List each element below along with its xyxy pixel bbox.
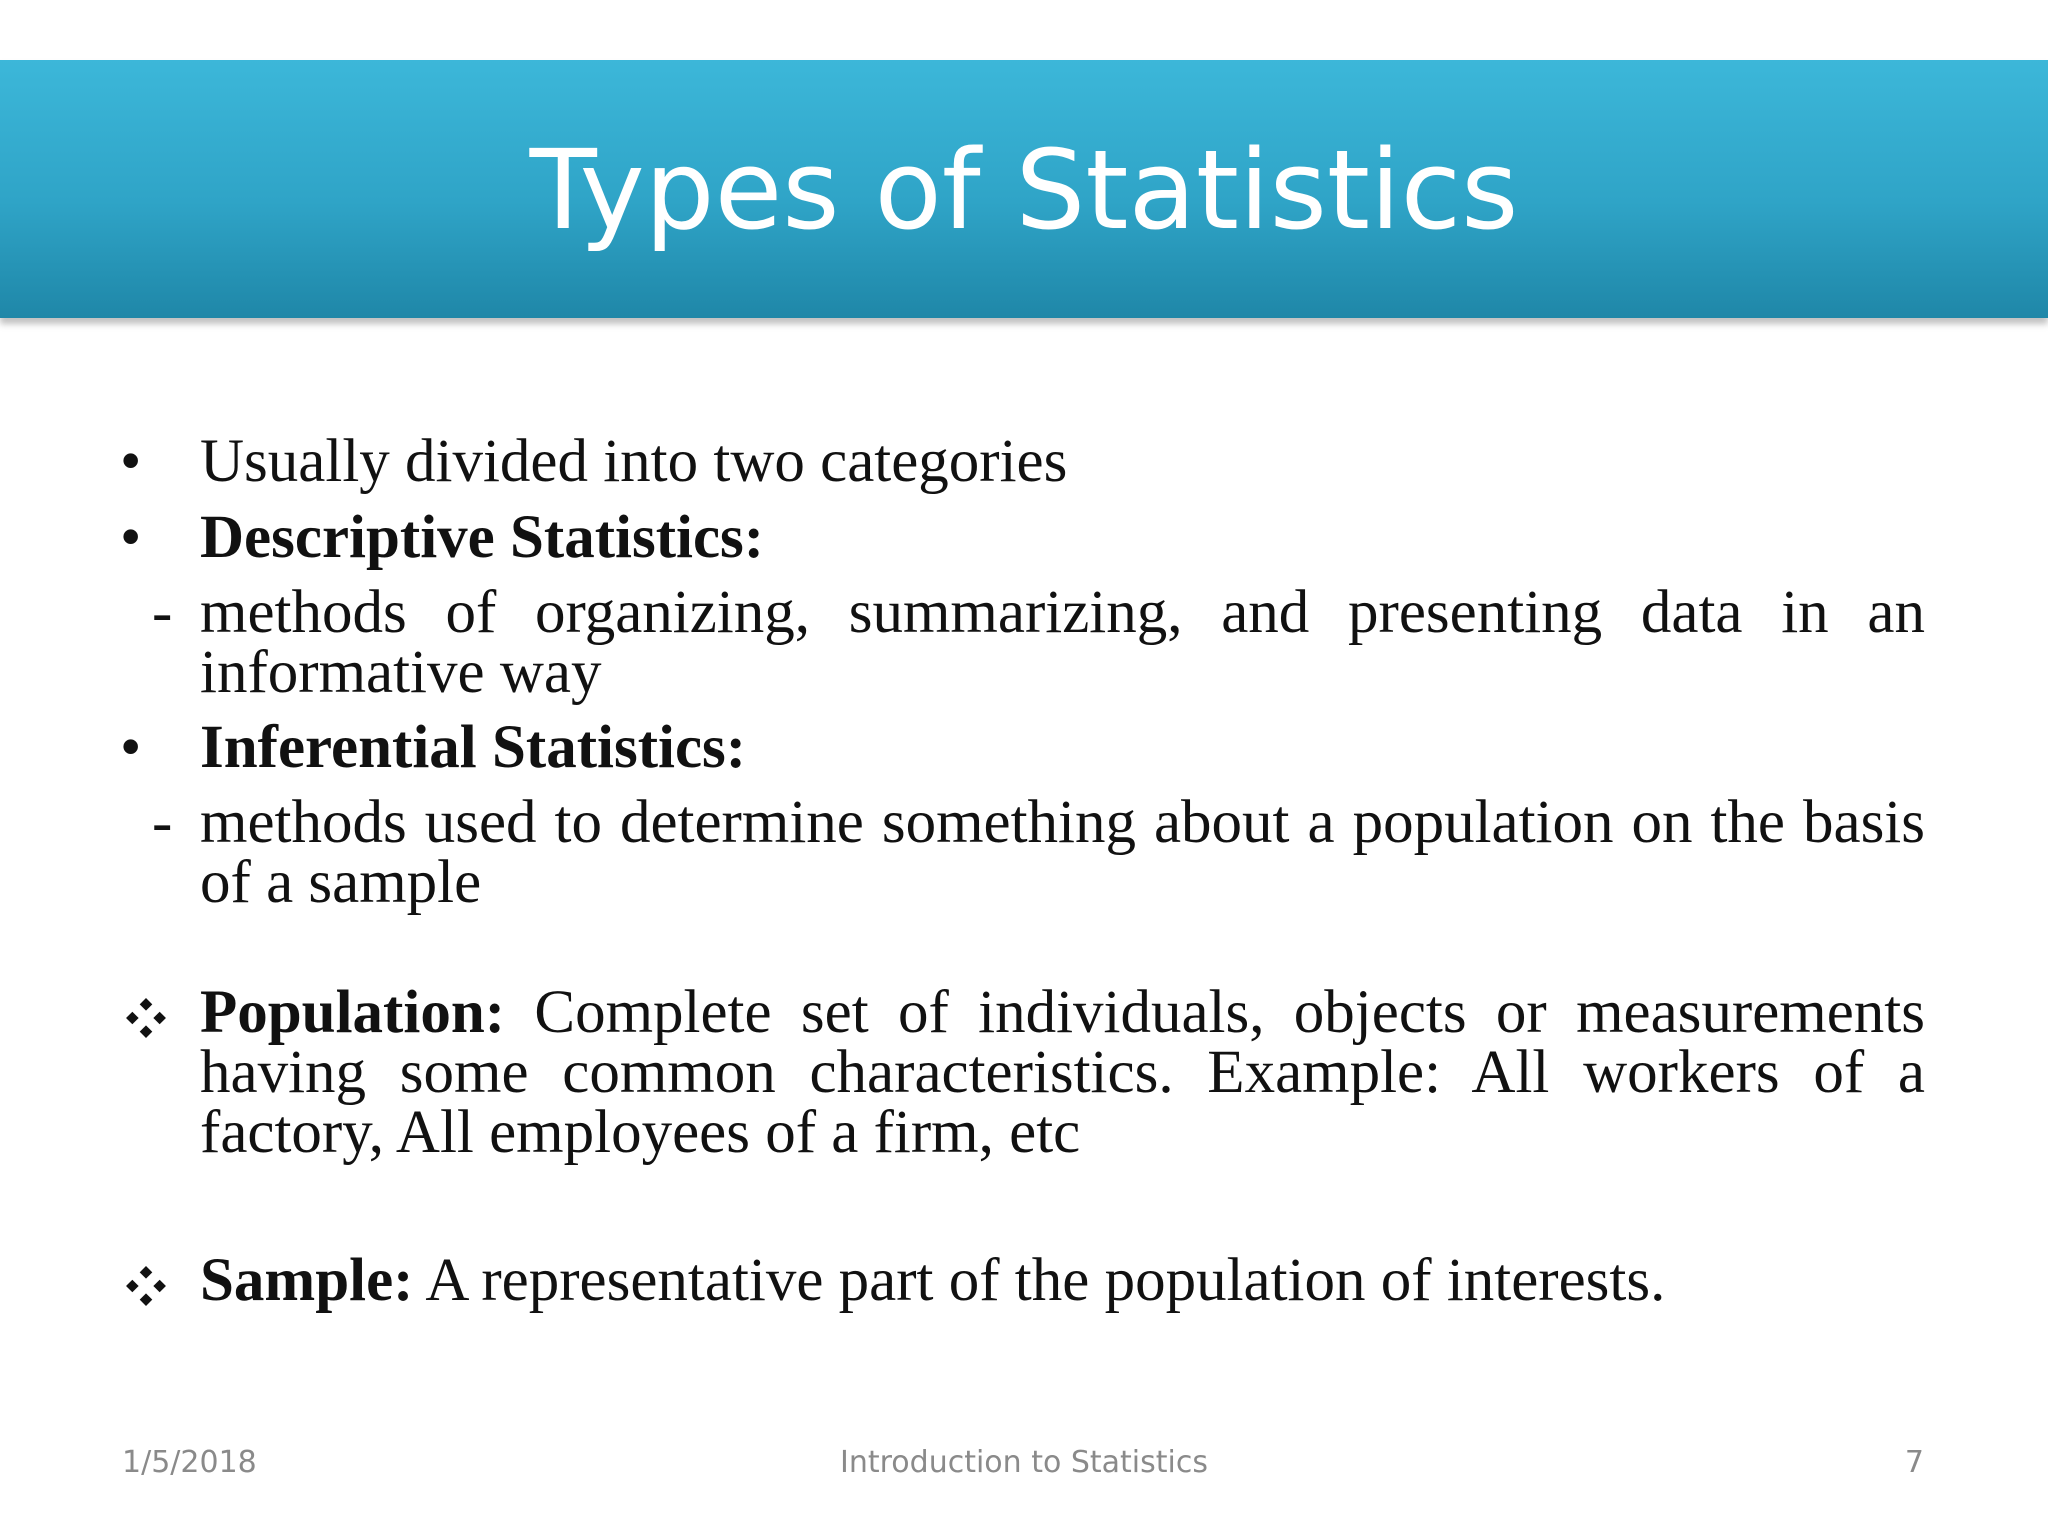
bullet-intro [120,428,1925,495]
inferential-definition-text: methods used to determine something about a population on the basis of a sample [200,789,1925,916]
footer-title: Introduction to Statistics [840,1445,1208,1480]
bullet-intro-text: Usually divided into two categories [200,428,1068,495]
four-diamond-icon [125,1265,167,1307]
inferential-heading: Inferential Statistics: [200,714,747,781]
footer-page-number: 7 [1904,1445,1924,1480]
bullet-marker: • [120,504,142,571]
four-diamond-icon [125,997,167,1039]
dash-marker: - [152,579,173,646]
inferential-definition [120,789,1925,916]
footer-date: 1/5/2018 [122,1445,257,1480]
sample-term: Sample: [200,1247,414,1314]
slide-title: Types of Statistics [529,126,1519,254]
slide-content [120,428,1925,1314]
population-item [120,979,1925,1166]
bullet-descriptive [120,504,1925,571]
sample-item [120,1247,1925,1314]
descriptive-definition [120,579,1925,706]
bullet-marker: • [120,714,142,781]
dash-marker: - [152,789,173,856]
descriptive-definition-text: methods of organizing, summarizing, and presenting data in an informative way [200,579,1925,706]
descriptive-heading: Descriptive Statistics: [200,504,765,571]
bullet-marker: • [120,428,142,495]
bullet-inferential [120,714,1925,781]
sample-definition: A representative part of the population of interests. [425,1247,1666,1314]
population-definition: Complete set of individuals, objects or measurements having some common characteristics. Example: All workers of a factory, All employees of a firm, etc [200,979,1925,1166]
population-term: Population: [200,979,506,1046]
title-bar [0,60,2048,318]
